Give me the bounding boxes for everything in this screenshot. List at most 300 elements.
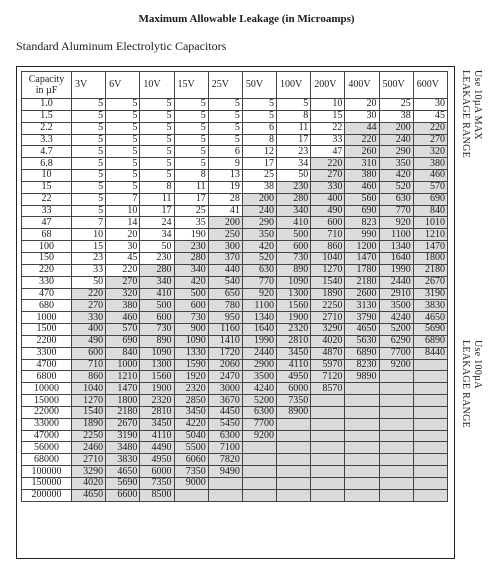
leakage-cell: 410 — [140, 288, 174, 300]
leakage-cell: 840 — [413, 205, 447, 217]
table-row — [22, 146, 448, 158]
leakage-cell: 3290 — [72, 466, 106, 478]
empty-cell — [242, 466, 276, 478]
empty-cell — [345, 489, 379, 501]
leakage-cell: 33 — [72, 264, 106, 276]
capacity-cell: 15 — [22, 181, 72, 193]
leakage-cell: 1040 — [72, 383, 106, 395]
leakage-cell: 500 — [174, 288, 208, 300]
table-row — [22, 454, 448, 466]
voltage-header: 200V — [311, 72, 345, 99]
empty-cell — [242, 442, 276, 454]
leakage-cell: 44 — [345, 122, 379, 134]
leakage-cell: 2460 — [72, 442, 106, 454]
leakage-cell: 1090 — [140, 347, 174, 359]
leakage-cell: 5 — [106, 146, 140, 158]
leakage-cell: 330 — [311, 181, 345, 193]
leakage-cell: 5 — [140, 158, 174, 170]
leakage-cell: 1270 — [72, 395, 106, 407]
leakage-cell: 350 — [379, 158, 413, 170]
leakage-cell: 1090 — [174, 335, 208, 347]
leakage-cell: 3450 — [140, 418, 174, 430]
voltage-header: 100V — [277, 72, 311, 99]
leakage-cell: 4020 — [311, 335, 345, 347]
leakage-cell: 6 — [242, 122, 276, 134]
leakage-cell: 4870 — [311, 347, 345, 359]
capacity-header-line1: Capacity — [28, 74, 65, 85]
empty-cell — [379, 489, 413, 501]
leakage-cell: 250 — [208, 229, 242, 241]
table-row — [22, 489, 448, 501]
leakage-cell: 240 — [379, 134, 413, 146]
leakage-cell: 500 — [140, 300, 174, 312]
leakage-cell: 1340 — [379, 241, 413, 253]
leakage-cell: 1300 — [277, 288, 311, 300]
leakage-cell: 420 — [242, 241, 276, 253]
leakage-cell: 570 — [413, 181, 447, 193]
page-subtitle: Standard Aluminum Electrolytic Capacitors — [16, 39, 227, 53]
leakage-cell: 5970 — [311, 359, 345, 371]
leakage-cell: 730 — [174, 312, 208, 324]
empty-cell — [413, 430, 447, 442]
empty-cell — [379, 442, 413, 454]
capacity-cell: 3300 — [22, 347, 72, 359]
leakage-cell: 4950 — [277, 371, 311, 383]
empty-cell — [311, 454, 345, 466]
leakage-cell: 5 — [208, 99, 242, 111]
leakage-cell: 500 — [277, 229, 311, 241]
capacity-cell: 2.2 — [22, 122, 72, 134]
leakage-cell: 2810 — [277, 335, 311, 347]
leakage-cell: 4650 — [72, 489, 106, 501]
empty-cell — [413, 489, 447, 501]
capacity-cell: 47000 — [22, 430, 72, 442]
capacity-cell: 33000 — [22, 418, 72, 430]
leakage-cell: 6600 — [106, 489, 140, 501]
leakage-cell: 7350 — [277, 395, 311, 407]
leakage-cell: 400 — [311, 193, 345, 205]
leakage-cell: 270 — [72, 300, 106, 312]
leakage-cell: 1470 — [106, 383, 140, 395]
empty-cell — [413, 406, 447, 418]
leakage-cell: 6300 — [208, 430, 242, 442]
leakage-cell: 45 — [106, 252, 140, 264]
capacity-cell: 150 — [22, 252, 72, 264]
leakage-cell: 230 — [140, 252, 174, 264]
table-row — [22, 335, 448, 347]
leakage-cell: 1720 — [208, 347, 242, 359]
leakage-cell: 23 — [277, 146, 311, 158]
leakage-cell: 690 — [106, 335, 140, 347]
leakage-cell: 8900 — [277, 406, 311, 418]
leakage-cell: 310 — [345, 158, 379, 170]
table-row — [22, 383, 448, 395]
leakage-cell: 380 — [413, 158, 447, 170]
empty-cell — [311, 395, 345, 407]
leakage-cell: 4490 — [140, 442, 174, 454]
leakage-cell: 710 — [72, 359, 106, 371]
leakage-cell: 630 — [379, 193, 413, 205]
empty-cell — [277, 430, 311, 442]
voltage-header: 15V — [174, 72, 208, 99]
empty-cell — [379, 406, 413, 418]
leakage-cell: 5 — [140, 170, 174, 182]
leakage-cell: 1900 — [277, 312, 311, 324]
leakage-cell: 1000 — [106, 359, 140, 371]
leakage-cell: 41 — [208, 205, 242, 217]
leakage-cell: 823 — [345, 217, 379, 229]
leakage-cell: 25 — [242, 170, 276, 182]
table-row — [22, 300, 448, 312]
capacity-cell: 56000 — [22, 442, 72, 454]
leakage-cell: 600 — [140, 312, 174, 324]
leakage-cell: 6890 — [413, 335, 447, 347]
leakage-cell: 5 — [208, 110, 242, 122]
leakage-cell: 17 — [242, 158, 276, 170]
leakage-cell: 5 — [72, 181, 106, 193]
empty-cell — [413, 454, 447, 466]
empty-cell — [345, 395, 379, 407]
leakage-cell: 920 — [242, 288, 276, 300]
table-row — [22, 430, 448, 442]
leakage-cell: 600 — [72, 347, 106, 359]
leakage-cell: 9490 — [208, 466, 242, 478]
voltage-header: 3V — [72, 72, 106, 99]
leakage-cell: 22 — [311, 122, 345, 134]
empty-cell — [413, 383, 447, 395]
side-note-lower-line1: Use 100µA — [472, 340, 483, 389]
voltage-header: 6V — [106, 72, 140, 99]
empty-cell — [277, 489, 311, 501]
leakage-cell: 4220 — [174, 418, 208, 430]
leakage-cell: 780 — [208, 300, 242, 312]
leakage-cell: 4650 — [345, 324, 379, 336]
table-row — [22, 193, 448, 205]
empty-cell — [311, 430, 345, 442]
leakage-cell: 14 — [106, 217, 140, 229]
leakage-cell: 1560 — [277, 300, 311, 312]
leakage-cell: 690 — [413, 193, 447, 205]
empty-cell — [413, 371, 447, 383]
leakage-cell: 460 — [413, 170, 447, 182]
leakage-cell: 50 — [72, 276, 106, 288]
leakage-cell: 2670 — [106, 418, 140, 430]
leakage-cell: 4240 — [379, 312, 413, 324]
empty-cell — [311, 489, 345, 501]
capacity-cell: 100 — [22, 241, 72, 253]
leakage-cell: 220 — [72, 288, 106, 300]
leakage-cell: 410 — [277, 217, 311, 229]
leakage-cell: 5 — [140, 146, 174, 158]
table-row — [22, 478, 448, 490]
leakage-cell: 5 — [106, 181, 140, 193]
leakage-cell: 6000 — [277, 383, 311, 395]
leakage-cell: 17 — [140, 205, 174, 217]
leakage-cell: 7 — [72, 217, 106, 229]
empty-cell — [345, 430, 379, 442]
empty-cell — [311, 442, 345, 454]
empty-cell — [413, 442, 447, 454]
leakage-cell: 1010 — [413, 217, 447, 229]
table-row — [22, 371, 448, 383]
leakage-cell: 4110 — [277, 359, 311, 371]
leakage-cell: 9000 — [174, 478, 208, 490]
leakage-cell: 5 — [72, 122, 106, 134]
table-row — [22, 122, 448, 134]
leakage-cell: 5 — [72, 110, 106, 122]
capacity-cell: 68000 — [22, 454, 72, 466]
leakage-cell: 690 — [345, 205, 379, 217]
leakage-cell: 5 — [242, 110, 276, 122]
capacity-cell: 6800 — [22, 371, 72, 383]
leakage-cell: 15 — [72, 241, 106, 253]
table-row — [22, 276, 448, 288]
capacity-header-line2: in µF — [35, 85, 58, 96]
leakage-cell: 330 — [72, 312, 106, 324]
header-row — [22, 72, 448, 99]
empty-cell — [345, 466, 379, 478]
leakage-table — [21, 71, 448, 502]
leakage-cell: 1890 — [72, 418, 106, 430]
voltage-header: 50V — [242, 72, 276, 99]
leakage-cell: 520 — [242, 252, 276, 264]
leakage-cell: 2910 — [379, 288, 413, 300]
table-body — [22, 99, 448, 502]
empty-cell — [345, 478, 379, 490]
leakage-cell: 8570 — [311, 383, 345, 395]
leakage-cell: 4650 — [413, 312, 447, 324]
table-row — [22, 264, 448, 276]
capacity-cell: 4.7 — [22, 146, 72, 158]
leakage-cell: 1800 — [413, 252, 447, 264]
table-row — [22, 395, 448, 407]
empty-cell — [413, 359, 447, 371]
leakage-cell: 920 — [379, 217, 413, 229]
leakage-cell: 7350 — [174, 466, 208, 478]
leakage-cell: 3190 — [106, 430, 140, 442]
leakage-cell: 840 — [106, 347, 140, 359]
leakage-cell: 2250 — [72, 430, 106, 442]
leakage-cell: 220 — [311, 158, 345, 170]
capacity-header — [22, 72, 72, 99]
empty-cell — [413, 478, 447, 490]
leakage-cell: 5 — [208, 122, 242, 134]
leakage-cell: 440 — [208, 264, 242, 276]
capacity-cell: 2200 — [22, 335, 72, 347]
table-row — [22, 288, 448, 300]
leakage-cell: 1270 — [311, 264, 345, 276]
leakage-cell: 8440 — [413, 347, 447, 359]
leakage-cell: 30 — [345, 110, 379, 122]
leakage-cell: 2670 — [413, 276, 447, 288]
leakage-cell: 5 — [72, 99, 106, 111]
leakage-cell: 9 — [208, 158, 242, 170]
leakage-cell: 380 — [106, 300, 140, 312]
leakage-cell: 7820 — [208, 454, 242, 466]
table-row — [22, 466, 448, 478]
empty-cell — [311, 478, 345, 490]
leakage-cell: 600 — [277, 241, 311, 253]
capacity-cell: 100000 — [22, 466, 72, 478]
leakage-cell: 200 — [208, 217, 242, 229]
table-row — [22, 110, 448, 122]
empty-cell — [277, 466, 311, 478]
leakage-cell: 17 — [174, 193, 208, 205]
capacity-cell: 22000 — [22, 406, 72, 418]
leakage-cell: 5 — [72, 170, 106, 182]
leakage-cell: 2710 — [311, 312, 345, 324]
leakage-cell: 220 — [413, 122, 447, 134]
leakage-cell: 6890 — [345, 347, 379, 359]
table-row — [22, 241, 448, 253]
capacity-cell: 1000 — [22, 312, 72, 324]
leakage-cell: 5040 — [174, 430, 208, 442]
empty-cell — [277, 442, 311, 454]
leakage-cell: 3190 — [413, 288, 447, 300]
leakage-cell: 1340 — [242, 312, 276, 324]
leakage-cell: 34 — [277, 158, 311, 170]
leakage-cell: 520 — [379, 181, 413, 193]
leakage-cell: 2180 — [413, 264, 447, 276]
leakage-cell: 5500 — [174, 442, 208, 454]
empty-cell — [345, 454, 379, 466]
leakage-cell: 45 — [413, 110, 447, 122]
leakage-cell: 770 — [242, 276, 276, 288]
table-row — [22, 170, 448, 182]
empty-cell — [379, 430, 413, 442]
leakage-cell: 3830 — [413, 300, 447, 312]
leakage-cell: 5 — [106, 110, 140, 122]
leakage-cell: 1300 — [140, 359, 174, 371]
leakage-cell: 47 — [311, 146, 345, 158]
leakage-cell: 2060 — [208, 359, 242, 371]
leakage-cell: 7700 — [242, 418, 276, 430]
leakage-cell: 3450 — [174, 406, 208, 418]
leakage-cell: 2180 — [106, 406, 140, 418]
leakage-cell: 8230 — [345, 359, 379, 371]
leakage-cell: 23 — [72, 252, 106, 264]
leakage-cell: 30 — [413, 99, 447, 111]
leakage-cell: 8500 — [140, 489, 174, 501]
empty-cell — [277, 454, 311, 466]
empty-cell — [208, 489, 242, 501]
empty-cell — [379, 466, 413, 478]
leakage-cell: 240 — [242, 205, 276, 217]
leakage-cell: 5 — [72, 158, 106, 170]
leakage-cell: 8 — [242, 134, 276, 146]
leakage-cell: 1100 — [242, 300, 276, 312]
leakage-cell: 1640 — [379, 252, 413, 264]
leakage-cell: 9200 — [379, 359, 413, 371]
leakage-cell: 2320 — [277, 324, 311, 336]
leakage-cell: 270 — [311, 170, 345, 182]
leakage-cell: 540 — [208, 276, 242, 288]
voltage-header: 500V — [379, 72, 413, 99]
leakage-cell: 11 — [174, 181, 208, 193]
leakage-cell: 1100 — [379, 229, 413, 241]
leakage-cell: 5 — [106, 158, 140, 170]
leakage-cell: 350 — [242, 229, 276, 241]
empty-cell — [345, 442, 379, 454]
leakage-cell: 1470 — [345, 252, 379, 264]
leakage-cell: 1330 — [174, 347, 208, 359]
side-note-upper-line1: Use 10µA MAX — [472, 70, 483, 140]
leakage-cell: 15 — [311, 110, 345, 122]
leakage-cell: 490 — [72, 335, 106, 347]
leakage-cell: 34 — [140, 229, 174, 241]
voltage-header: 400V — [345, 72, 379, 99]
leakage-cell: 860 — [72, 371, 106, 383]
leakage-cell: 300 — [208, 241, 242, 253]
leakage-cell: 8 — [140, 181, 174, 193]
leakage-cell: 630 — [242, 264, 276, 276]
table-row — [22, 347, 448, 359]
capacity-cell: 15000 — [22, 395, 72, 407]
leakage-cell: 50 — [277, 170, 311, 182]
leakage-cell: 3290 — [311, 324, 345, 336]
leakage-cell: 5 — [174, 134, 208, 146]
leakage-cell: 5 — [140, 110, 174, 122]
leakage-cell: 4110 — [140, 430, 174, 442]
leakage-cell: 2440 — [379, 276, 413, 288]
leakage-cell: 5 — [174, 99, 208, 111]
leakage-cell: 890 — [140, 335, 174, 347]
leakage-cell: 5 — [174, 110, 208, 122]
leakage-cell: 13 — [208, 170, 242, 182]
leakage-cell: 1040 — [311, 252, 345, 264]
leakage-cell: 370 — [208, 252, 242, 264]
leakage-cell: 1890 — [311, 288, 345, 300]
capacity-cell: 1.0 — [22, 99, 72, 111]
capacity-cell: 3.3 — [22, 134, 72, 146]
capacity-cell: 220 — [22, 264, 72, 276]
leakage-cell: 17 — [277, 134, 311, 146]
leakage-cell: 560 — [345, 193, 379, 205]
leakage-cell: 340 — [174, 264, 208, 276]
leakage-cell: 2470 — [208, 371, 242, 383]
leakage-cell: 460 — [106, 312, 140, 324]
table-frame — [16, 66, 455, 559]
empty-cell — [345, 418, 379, 430]
leakage-cell: 1470 — [413, 241, 447, 253]
leakage-cell: 490 — [311, 205, 345, 217]
leakage-cell: 38 — [379, 110, 413, 122]
leakage-cell: 280 — [140, 264, 174, 276]
leakage-cell: 2600 — [345, 288, 379, 300]
leakage-cell: 33 — [311, 134, 345, 146]
leakage-cell: 1540 — [72, 406, 106, 418]
leakage-cell: 12 — [242, 146, 276, 158]
leakage-cell: 6000 — [140, 466, 174, 478]
leakage-cell: 2180 — [345, 276, 379, 288]
leakage-cell: 2440 — [242, 347, 276, 359]
leakage-cell: 10 — [311, 99, 345, 111]
leakage-cell: 4240 — [242, 383, 276, 395]
table-row — [22, 134, 448, 146]
leakage-cell: 260 — [345, 146, 379, 158]
empty-cell — [277, 478, 311, 490]
empty-cell — [345, 406, 379, 418]
leakage-cell: 5 — [72, 193, 106, 205]
empty-cell — [413, 418, 447, 430]
leakage-cell: 570 — [106, 324, 140, 336]
voltage-header: 25V — [208, 72, 242, 99]
leakage-cell: 5 — [140, 134, 174, 146]
leakage-cell: 5 — [208, 134, 242, 146]
leakage-cell: 400 — [72, 324, 106, 336]
capacity-cell: 10000 — [22, 383, 72, 395]
leakage-cell: 6290 — [379, 335, 413, 347]
